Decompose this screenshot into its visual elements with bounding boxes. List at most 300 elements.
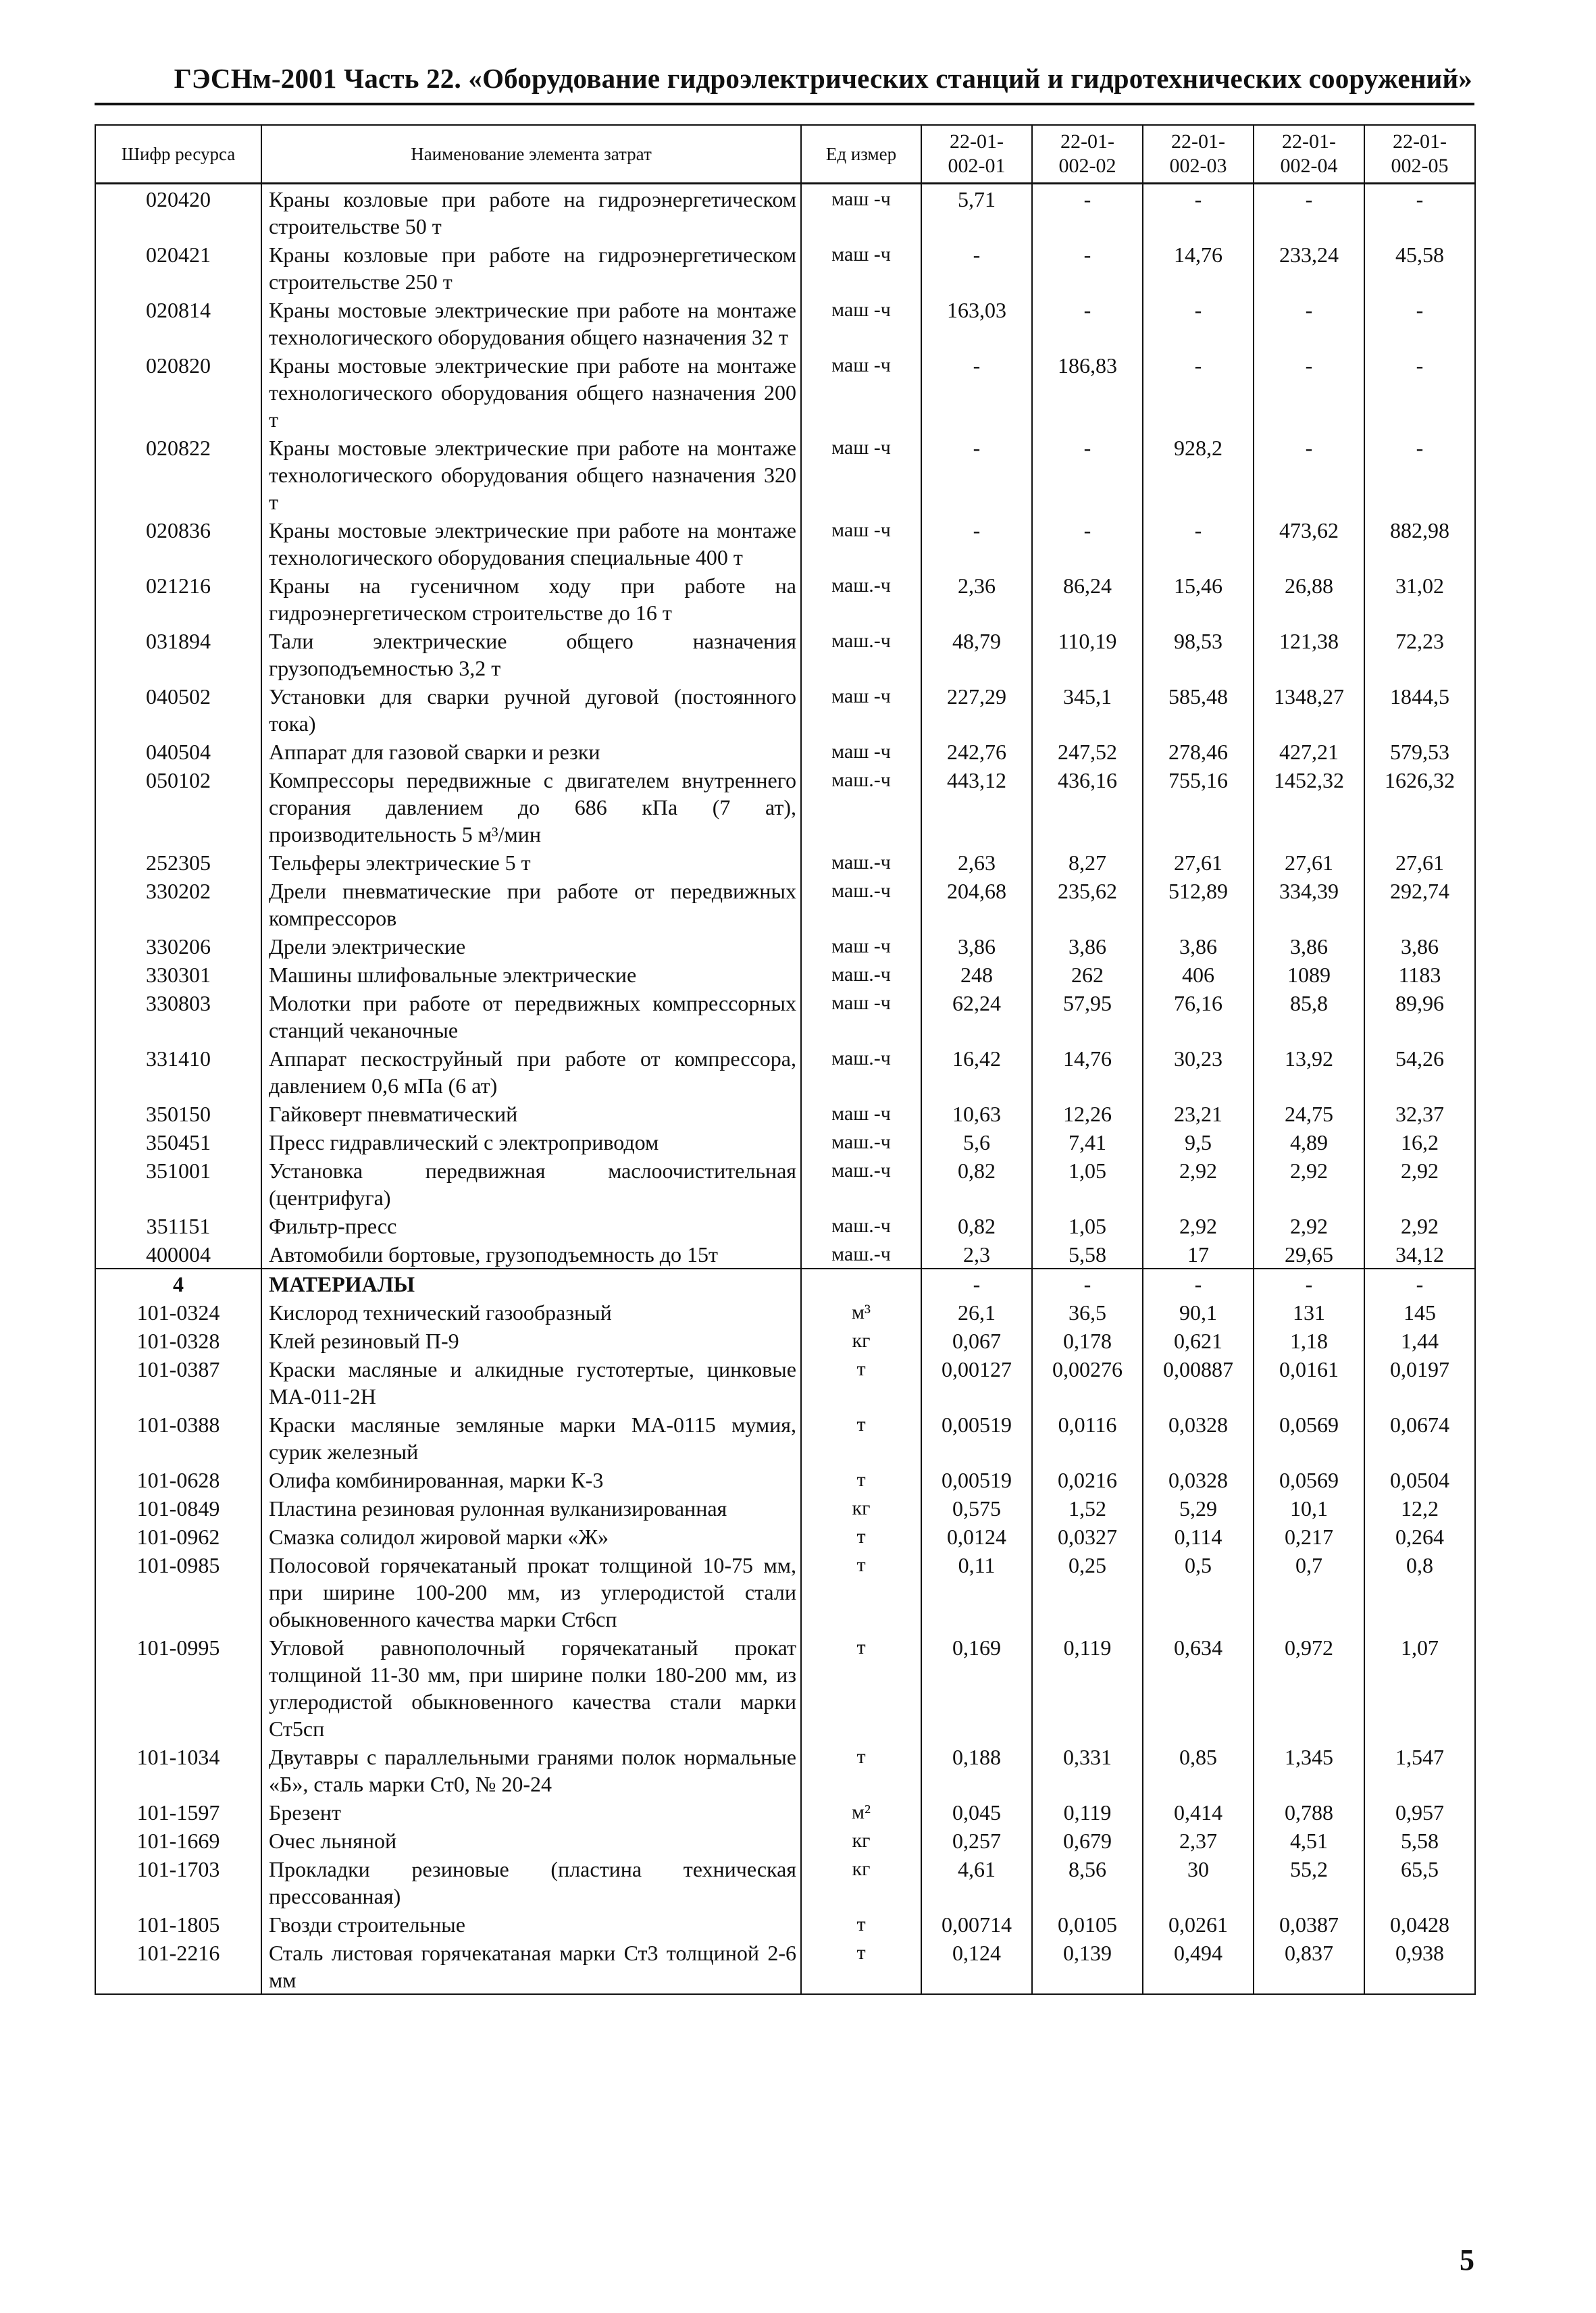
norm-value-cell: 0,188: [921, 1742, 1032, 1798]
resource-code-cell: 351001: [95, 1156, 261, 1211]
norm-value-cell: 334,39: [1254, 876, 1364, 932]
unit-cell: т: [801, 1354, 921, 1410]
norm-value-cell: 882,98: [1364, 515, 1475, 571]
norm-value-cell: 262: [1032, 960, 1143, 988]
resource-name-cell: Установки для сварки ручной дуговой (постоянного тока): [261, 682, 801, 737]
norm-value-cell: 755,16: [1143, 765, 1254, 848]
resource-code-cell: 101-1703: [95, 1854, 261, 1910]
norm-value-cell: 3,86: [1364, 932, 1475, 960]
table-row: [95, 184, 1475, 240]
norm-value-cell: 1,18: [1254, 1326, 1364, 1354]
table-row: [95, 960, 1475, 988]
resource-code-cell: 040504: [95, 737, 261, 765]
norm-value-cell: 0,0428: [1364, 1910, 1475, 1938]
column-header-norm-label: 22-01- 002-01: [948, 130, 1006, 177]
norm-value-cell: 10,63: [921, 1099, 1032, 1127]
norm-value-cell: 235,62: [1032, 876, 1143, 932]
norm-value-cell: 1,05: [1032, 1211, 1143, 1240]
norm-value-cell: -: [921, 515, 1032, 571]
resource-name-cell: Пресс гидравлический с электроприводом: [261, 1127, 801, 1156]
norm-value-cell: -: [1032, 515, 1143, 571]
norm-value-cell: -: [1364, 184, 1475, 240]
norm-value-cell: 0,85: [1143, 1742, 1254, 1798]
table-row: [95, 1522, 1475, 1550]
norm-value-cell: 0,7: [1254, 1550, 1364, 1633]
norm-value-cell: 0,679: [1032, 1826, 1143, 1854]
unit-cell: маш.-ч: [801, 765, 921, 848]
norm-value-cell: -: [1143, 515, 1254, 571]
resource-name-cell: Сталь листовая горячекатаная марки Ст3 толщиной 2-6 мм: [261, 1938, 801, 1994]
column-header-norm-label: 22-01- 002-04: [1280, 130, 1338, 177]
resource-code-cell: 350150: [95, 1099, 261, 1127]
table-row: [95, 765, 1475, 848]
resource-name-cell: Брезент: [261, 1798, 801, 1826]
norm-value-cell: 131: [1254, 1298, 1364, 1326]
resource-name-cell: Краны на гусеничном ходу при работе на гидроэнергетическом строительстве до 16 т: [261, 571, 801, 626]
table-row: [95, 626, 1475, 682]
norm-value-cell: 0,217: [1254, 1522, 1364, 1550]
norm-value-cell: 248: [921, 960, 1032, 988]
table-row: [95, 1742, 1475, 1798]
norm-value-cell: 0,972: [1254, 1633, 1364, 1742]
unit-cell: маш -ч: [801, 988, 921, 1044]
resource-code-cell: 101-0995: [95, 1633, 261, 1742]
norm-value-cell: 0,25: [1032, 1550, 1143, 1633]
table-row: [95, 1938, 1475, 1994]
norm-value-cell: 0,331: [1032, 1742, 1143, 1798]
unit-cell: т: [801, 1465, 921, 1494]
table-row: [95, 1854, 1475, 1910]
norm-value-cell: -: [1364, 295, 1475, 351]
norm-value-cell: 31,02: [1364, 571, 1475, 626]
norm-value-cell: 0,11: [921, 1550, 1032, 1633]
norm-value-cell: 2,63: [921, 848, 1032, 876]
unit-cell: т: [801, 1938, 921, 1994]
norm-value-cell: 8,27: [1032, 848, 1143, 876]
table-row: [95, 1910, 1475, 1938]
norm-value-cell: -: [1143, 351, 1254, 433]
norm-value-cell: -: [1143, 1269, 1254, 1298]
norm-value-cell: 0,0504: [1364, 1465, 1475, 1494]
norm-value-cell: -: [1364, 351, 1475, 433]
norm-value-cell: 0,0261: [1143, 1910, 1254, 1938]
norm-value-cell: 1452,32: [1254, 765, 1364, 848]
table-row: [95, 240, 1475, 295]
column-header-norm-label: 22-01- 002-03: [1169, 130, 1227, 177]
table-row: [95, 1099, 1475, 1127]
norm-value-cell: -: [921, 433, 1032, 515]
resource-name-cell: Двутавры с параллельными гранями полок нормальные «Б», сталь марки Ст0, № 20-24: [261, 1742, 801, 1798]
norm-value-cell: 247,52: [1032, 737, 1143, 765]
norm-value-cell: 17: [1143, 1240, 1254, 1269]
norm-value-cell: 145: [1364, 1298, 1475, 1326]
resource-name-cell: МАТЕРИАЛЫ: [261, 1269, 801, 1298]
norm-value-cell: 512,89: [1143, 876, 1254, 932]
norm-value-cell: 4,89: [1254, 1127, 1364, 1156]
column-header-norm-5: [1364, 125, 1475, 184]
norm-value-cell: 5,71: [921, 184, 1032, 240]
resource-name-cell: Смазка солидол жировой марки «Ж»: [261, 1522, 801, 1550]
resource-code-cell: 330202: [95, 876, 261, 932]
resource-code-cell: 101-0962: [95, 1522, 261, 1550]
resource-name-cell: Краски масляные земляные марки МА-0115 мумия, сурик железный: [261, 1410, 801, 1465]
table-row: [95, 571, 1475, 626]
resource-code-cell: 330206: [95, 932, 261, 960]
norm-value-cell: 5,58: [1032, 1240, 1143, 1269]
norm-value-cell: 1183: [1364, 960, 1475, 988]
norm-value-cell: -: [1254, 1269, 1364, 1298]
resource-code-cell: 101-0849: [95, 1494, 261, 1522]
norm-value-cell: 0,00127: [921, 1354, 1032, 1410]
table-row: [95, 848, 1475, 876]
resource-name-cell: Дрели пневматические при работе от передвижных компрессоров: [261, 876, 801, 932]
unit-cell: м³: [801, 1298, 921, 1326]
column-header-name: Наименование элемента затрат: [261, 125, 801, 184]
norm-value-cell: -: [1032, 295, 1143, 351]
norm-value-cell: -: [1032, 1269, 1143, 1298]
norm-value-cell: 121,38: [1254, 626, 1364, 682]
norm-value-cell: 15,46: [1143, 571, 1254, 626]
table-row: [95, 1354, 1475, 1410]
norm-value-cell: 14,76: [1143, 240, 1254, 295]
unit-cell: маш -ч: [801, 682, 921, 737]
norm-value-cell: 1,07: [1364, 1633, 1475, 1742]
resource-code-cell: 020420: [95, 184, 261, 240]
resource-code-cell: 330301: [95, 960, 261, 988]
resource-name-cell: Краны козловые при работе на гидроэнергетическом строительстве 250 т: [261, 240, 801, 295]
norm-value-cell: -: [1032, 184, 1143, 240]
norm-value-cell: 1,52: [1032, 1494, 1143, 1522]
resource-code-cell: 020814: [95, 295, 261, 351]
resource-code-cell: 101-0388: [95, 1410, 261, 1465]
norm-value-cell: 9,5: [1143, 1127, 1254, 1156]
norm-value-cell: 436,16: [1032, 765, 1143, 848]
norm-value-cell: 1626,32: [1364, 765, 1475, 848]
norm-value-cell: 16,42: [921, 1044, 1032, 1099]
norm-value-cell: 24,75: [1254, 1099, 1364, 1127]
table-row: [95, 988, 1475, 1044]
unit-cell: маш -ч: [801, 351, 921, 433]
resource-table: [95, 124, 1476, 1995]
norm-value-cell: 0,119: [1032, 1633, 1143, 1742]
header-rule: [95, 103, 1474, 105]
unit-cell: маш.-ч: [801, 1127, 921, 1156]
norm-value-cell: 27,61: [1254, 848, 1364, 876]
norm-value-cell: 0,00519: [921, 1465, 1032, 1494]
column-header-code: Шифр ресурса: [95, 125, 261, 184]
norm-value-cell: 89,96: [1364, 988, 1475, 1044]
norm-value-cell: 242,76: [921, 737, 1032, 765]
resource-name-cell: Угловой равнополочный горячекатаный прокат толщиной 11-30 мм, при ширине полки 180-200 мм, из углеродистой обыкновенного качества стали марки Ст5сп: [261, 1633, 801, 1742]
norm-value-cell: -: [1254, 184, 1364, 240]
norm-value-cell: -: [1254, 351, 1364, 433]
unit-cell: маш.-ч: [801, 1240, 921, 1269]
norm-value-cell: 0,414: [1143, 1798, 1254, 1826]
norm-value-cell: 0,8: [1364, 1550, 1475, 1633]
norm-value-cell: 278,46: [1143, 737, 1254, 765]
column-header-unit: Ед измер: [801, 125, 921, 184]
resource-code-cell: 101-0985: [95, 1550, 261, 1633]
norm-value-cell: 1,44: [1364, 1326, 1475, 1354]
table-body: [95, 184, 1475, 1995]
resource-code-cell: 101-1597: [95, 1798, 261, 1826]
resource-name-cell: Краны козловые при работе на гидроэнергетическом строительстве 50 т: [261, 184, 801, 240]
norm-value-cell: 1844,5: [1364, 682, 1475, 737]
unit-cell: кг: [801, 1494, 921, 1522]
norm-value-cell: 55,2: [1254, 1854, 1364, 1910]
norm-value-cell: 0,067: [921, 1326, 1032, 1354]
resource-name-cell: Аппарат пескоструйный при работе от компрессора, давлением 0,6 мПа (6 ат): [261, 1044, 801, 1099]
table-row: [95, 682, 1475, 737]
unit-cell: [801, 1269, 921, 1298]
norm-value-cell: 2,92: [1143, 1156, 1254, 1211]
table-row: [95, 1298, 1475, 1326]
norm-value-cell: 2,37: [1143, 1826, 1254, 1854]
norm-value-cell: 0,82: [921, 1156, 1032, 1211]
table-row: [95, 1826, 1475, 1854]
norm-value-cell: 163,03: [921, 295, 1032, 351]
resource-name-cell: Клей резиновый П-9: [261, 1326, 801, 1354]
norm-value-cell: -: [921, 1269, 1032, 1298]
column-header-norm-4: [1254, 125, 1364, 184]
norm-value-cell: 0,169: [921, 1633, 1032, 1742]
table-row: [95, 1326, 1475, 1354]
unit-cell: т: [801, 1522, 921, 1550]
norm-value-cell: 0,0569: [1254, 1410, 1364, 1465]
norm-value-cell: 10,1: [1254, 1494, 1364, 1522]
resource-code-cell: 050102: [95, 765, 261, 848]
resource-code-cell: 101-0628: [95, 1465, 261, 1494]
unit-cell: т: [801, 1742, 921, 1798]
norm-value-cell: -: [1032, 240, 1143, 295]
norm-value-cell: 85,8: [1254, 988, 1364, 1044]
resource-code-cell: 331410: [95, 1044, 261, 1099]
resource-name-cell: Компрессоры передвижные с двигателем внутреннего сгорания давлением до 686 кПа (7 ат), производительность 5 м³/мин: [261, 765, 801, 848]
norm-value-cell: 4,61: [921, 1854, 1032, 1910]
norm-value-cell: 12,2: [1364, 1494, 1475, 1522]
norm-value-cell: 2,3: [921, 1240, 1032, 1269]
norm-value-cell: 0,0569: [1254, 1465, 1364, 1494]
table-row: [95, 1156, 1475, 1211]
unit-cell: т: [801, 1550, 921, 1633]
norm-value-cell: 12,26: [1032, 1099, 1143, 1127]
norm-value-cell: 0,938: [1364, 1938, 1475, 1994]
norm-value-cell: 5,58: [1364, 1826, 1475, 1854]
norm-value-cell: 13,92: [1254, 1044, 1364, 1099]
table-row: [95, 1410, 1475, 1465]
resource-name-cell: Краны мостовые электрические при работе на монтаже технологического оборудования общего назначения 200 т: [261, 351, 801, 433]
resource-code-cell: 020822: [95, 433, 261, 515]
unit-cell: маш -ч: [801, 433, 921, 515]
norm-value-cell: 0,788: [1254, 1798, 1364, 1826]
resource-name-cell: Машины шлифовальные электрические: [261, 960, 801, 988]
norm-value-cell: 57,95: [1032, 988, 1143, 1044]
norm-value-cell: 98,53: [1143, 626, 1254, 682]
norm-value-cell: 76,16: [1143, 988, 1254, 1044]
norm-value-cell: 3,86: [1254, 932, 1364, 960]
resource-name-cell: Краны мостовые электрические при работе на монтаже технологического оборудования общего назначения 32 т: [261, 295, 801, 351]
table-row: [95, 1798, 1475, 1826]
resource-name-cell: Аппарат для газовой сварки и резки: [261, 737, 801, 765]
norm-value-cell: 1,345: [1254, 1742, 1364, 1798]
norm-value-cell: 36,5: [1032, 1298, 1143, 1326]
norm-value-cell: 65,5: [1364, 1854, 1475, 1910]
norm-value-cell: 0,837: [1254, 1938, 1364, 1994]
unit-cell: маш -ч: [801, 1099, 921, 1127]
unit-cell: т: [801, 1633, 921, 1742]
norm-value-cell: 30,23: [1143, 1044, 1254, 1099]
norm-value-cell: 26,88: [1254, 571, 1364, 626]
resource-name-cell: Дрели электрические: [261, 932, 801, 960]
unit-cell: маш -ч: [801, 295, 921, 351]
resource-name-cell: Автомобили бортовые, грузоподъемность до 15т: [261, 1240, 801, 1269]
norm-value-cell: 27,61: [1143, 848, 1254, 876]
unit-cell: маш.-ч: [801, 1156, 921, 1211]
norm-value-cell: 579,53: [1364, 737, 1475, 765]
norm-value-cell: 1,05: [1032, 1156, 1143, 1211]
column-header-norm-1: [921, 125, 1032, 184]
table-row: [95, 351, 1475, 433]
resource-name-cell: Пластина резиновая рулонная вулканизированная: [261, 1494, 801, 1522]
norm-value-cell: 585,48: [1143, 682, 1254, 737]
norm-value-cell: 0,045: [921, 1798, 1032, 1826]
norm-value-cell: 0,0124: [921, 1522, 1032, 1550]
table-row: [95, 1044, 1475, 1099]
resource-code-cell: 252305: [95, 848, 261, 876]
unit-cell: маш.-ч: [801, 626, 921, 682]
resource-code-cell: 031894: [95, 626, 261, 682]
norm-value-cell: 0,119: [1032, 1798, 1143, 1826]
norm-value-cell: 90,1: [1143, 1298, 1254, 1326]
resource-code-cell: 101-1805: [95, 1910, 261, 1938]
norm-value-cell: 2,92: [1254, 1156, 1364, 1211]
norm-value-cell: 0,957: [1364, 1798, 1475, 1826]
column-header-norm-label: 22-01- 002-05: [1391, 130, 1449, 177]
norm-value-cell: -: [1254, 433, 1364, 515]
norm-value-cell: 14,76: [1032, 1044, 1143, 1099]
norm-value-cell: 345,1: [1032, 682, 1143, 737]
norm-value-cell: 30: [1143, 1854, 1254, 1910]
norm-value-cell: 0,124: [921, 1938, 1032, 1994]
resource-code-cell: 020836: [95, 515, 261, 571]
resource-name-cell: Краны мостовые электрические при работе на монтаже технологического оборудования специальные 400 т: [261, 515, 801, 571]
norm-value-cell: 62,24: [921, 988, 1032, 1044]
norm-value-cell: 0,575: [921, 1494, 1032, 1522]
norm-value-cell: 1,547: [1364, 1742, 1475, 1798]
table-header: [95, 125, 1475, 184]
norm-value-cell: 0,5: [1143, 1550, 1254, 1633]
norm-value-cell: 1348,27: [1254, 682, 1364, 737]
norm-value-cell: 2,36: [921, 571, 1032, 626]
norm-value-cell: 0,494: [1143, 1938, 1254, 1994]
resource-name-cell: Прокладки резиновые (пластина техническая прессованная): [261, 1854, 801, 1910]
norm-value-cell: 0,00276: [1032, 1354, 1143, 1410]
norm-value-cell: 0,178: [1032, 1326, 1143, 1354]
norm-value-cell: 0,621: [1143, 1326, 1254, 1354]
norm-value-cell: 0,0328: [1143, 1465, 1254, 1494]
resource-code-cell: 101-1034: [95, 1742, 261, 1798]
unit-cell: т: [801, 1410, 921, 1465]
unit-cell: кг: [801, 1854, 921, 1910]
resource-code-cell: 101-0328: [95, 1326, 261, 1354]
norm-value-cell: 1089: [1254, 960, 1364, 988]
norm-value-cell: 4,51: [1254, 1826, 1364, 1854]
norm-value-cell: 292,74: [1364, 876, 1475, 932]
norm-value-cell: 3,86: [1143, 932, 1254, 960]
norm-value-cell: 32,37: [1364, 1099, 1475, 1127]
norm-value-cell: 0,0328: [1143, 1410, 1254, 1465]
column-header-norm-label: 22-01- 002-02: [1058, 130, 1116, 177]
norm-value-cell: 16,2: [1364, 1127, 1475, 1156]
norm-value-cell: 443,12: [921, 765, 1032, 848]
unit-cell: маш -ч: [801, 515, 921, 571]
unit-cell: м²: [801, 1798, 921, 1826]
resource-name-cell: Полосовой горячекатаный прокат толщиной 10-75 мм, при ширине 100-200 мм, из углеродистой стали обыкновенного качества марки Ст6сп: [261, 1550, 801, 1633]
table-row: [95, 876, 1475, 932]
resource-name-cell: Краски масляные и алкидные густотертые, цинковые МА-011-2Н: [261, 1354, 801, 1410]
norm-value-cell: 0,257: [921, 1826, 1032, 1854]
norm-value-cell: -: [1143, 184, 1254, 240]
norm-value-cell: 2,92: [1364, 1156, 1475, 1211]
table-row: [95, 1550, 1475, 1633]
norm-value-cell: 0,0116: [1032, 1410, 1143, 1465]
norm-value-cell: 0,00519: [921, 1410, 1032, 1465]
table-row: [95, 1633, 1475, 1742]
resource-code-cell: 351151: [95, 1211, 261, 1240]
running-header: ГЭСНм-2001 Часть 22. «Оборудование гидроэлектрических станций и гидротехнических сооружений»: [174, 63, 1472, 94]
unit-cell: маш.-ч: [801, 848, 921, 876]
norm-value-cell: 0,82: [921, 1211, 1032, 1240]
table-row: [95, 1494, 1475, 1522]
column-header-norm-3: [1143, 125, 1254, 184]
resource-code-cell: 020421: [95, 240, 261, 295]
norm-value-cell: 0,0197: [1364, 1354, 1475, 1410]
norm-value-cell: 27,61: [1364, 848, 1475, 876]
norm-value-cell: 34,12: [1364, 1240, 1475, 1269]
section-row: [95, 1269, 1475, 1298]
norm-value-cell: 0,0387: [1254, 1910, 1364, 1938]
norm-value-cell: 427,21: [1254, 737, 1364, 765]
norm-value-cell: 23,21: [1143, 1099, 1254, 1127]
table-row: [95, 433, 1475, 515]
resource-code-cell: 4: [95, 1269, 261, 1298]
norm-value-cell: 110,19: [1032, 626, 1143, 682]
norm-value-cell: 0,00714: [921, 1910, 1032, 1938]
norm-value-cell: 233,24: [1254, 240, 1364, 295]
norm-value-cell: 2,92: [1254, 1211, 1364, 1240]
unit-cell: кг: [801, 1326, 921, 1354]
table-row: [95, 295, 1475, 351]
norm-value-cell: 0,0674: [1364, 1410, 1475, 1465]
unit-cell: маш.-ч: [801, 960, 921, 988]
unit-cell: маш -ч: [801, 184, 921, 240]
resource-code-cell: 101-1669: [95, 1826, 261, 1854]
norm-value-cell: 5,29: [1143, 1494, 1254, 1522]
table-row: [95, 1240, 1475, 1269]
norm-value-cell: -: [921, 351, 1032, 433]
resource-name-cell: Гайковерт пневматический: [261, 1099, 801, 1127]
norm-value-cell: 227,29: [921, 682, 1032, 737]
page-number: 5: [1460, 2243, 1474, 2277]
norm-value-cell: 72,23: [1364, 626, 1475, 682]
resource-code-cell: 101-0387: [95, 1354, 261, 1410]
norm-value-cell: 45,58: [1364, 240, 1475, 295]
norm-value-cell: 186,83: [1032, 351, 1143, 433]
norm-value-cell: 5,6: [921, 1127, 1032, 1156]
resource-name-cell: Олифа комбинированная, марки К-3: [261, 1465, 801, 1494]
norm-value-cell: 473,62: [1254, 515, 1364, 571]
norm-value-cell: 0,264: [1364, 1522, 1475, 1550]
